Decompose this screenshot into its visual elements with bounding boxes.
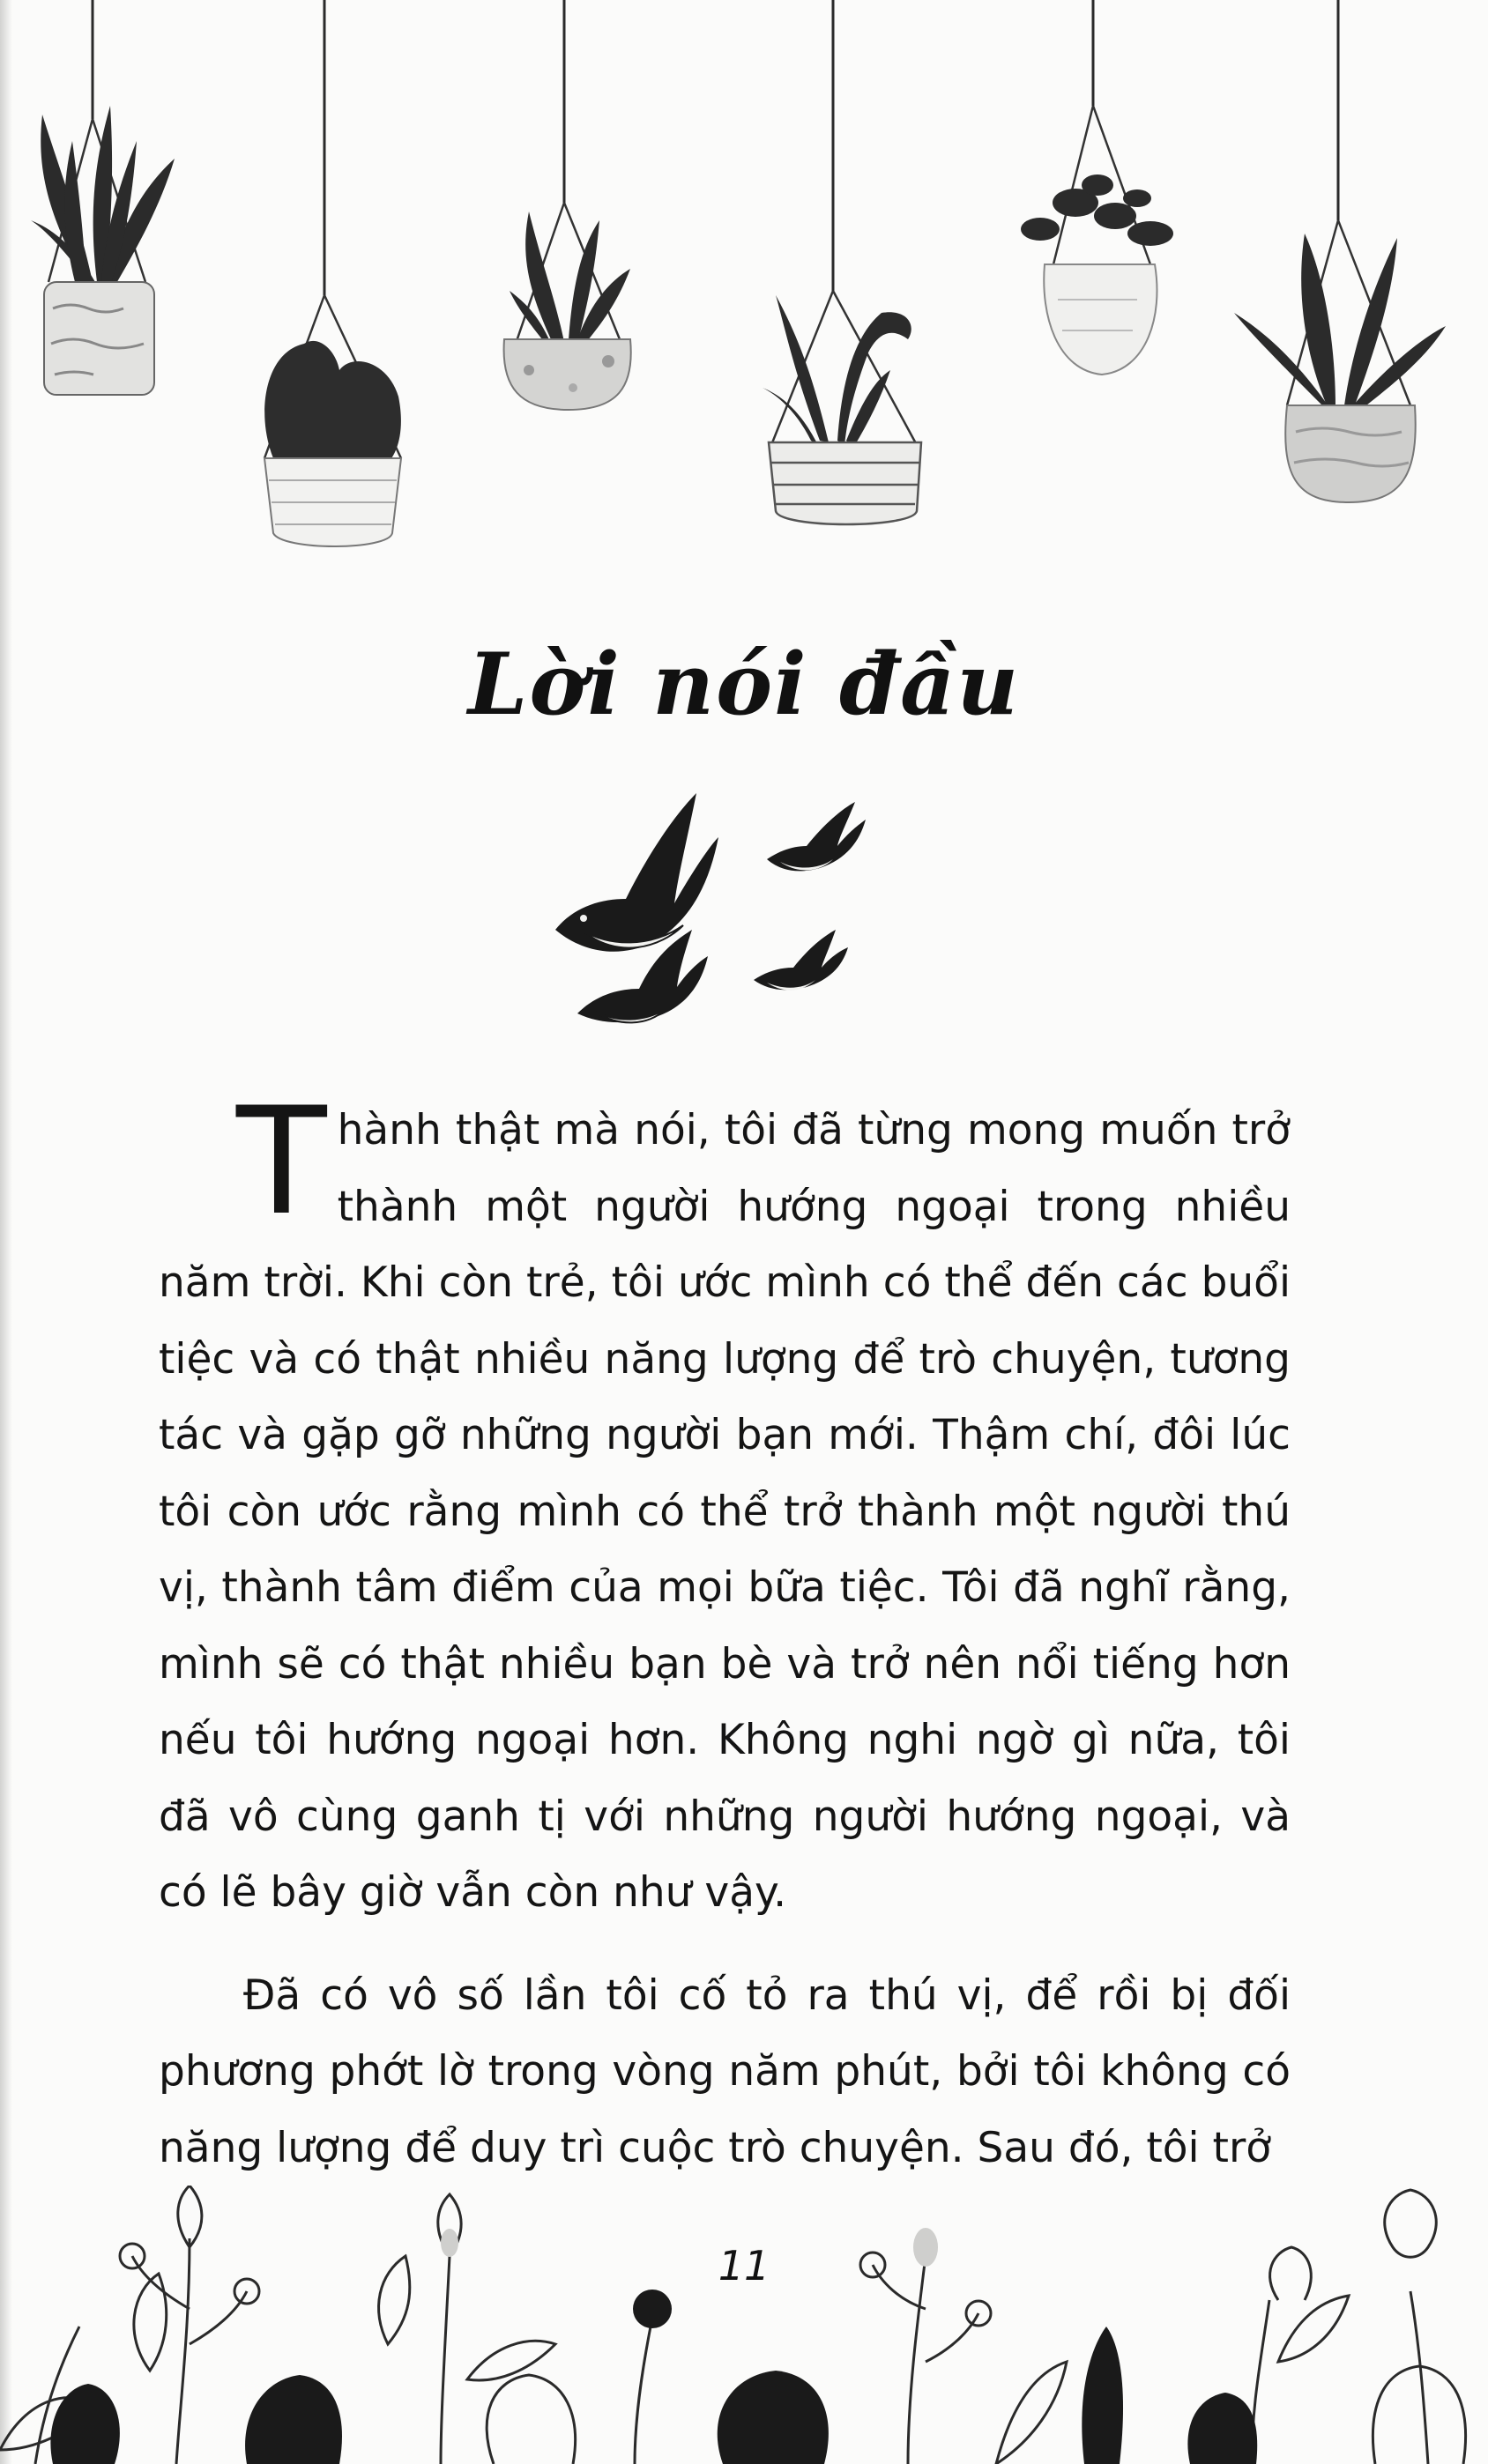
swallow-bird-4 [754,930,848,991]
hanging-plant-5 [1021,106,1173,375]
hanging-plant-1 [31,106,175,395]
swallow-bird-1 [555,793,718,952]
hanging-plant-3 [504,203,631,410]
hanging-plant-6 [1234,220,1446,502]
body-text [159,1075,1291,2186]
hanging-plant-4 [763,291,921,524]
paragraph-2-text: Đã có vô số lần tôi cố tỏ ra thú vị, để rồi bị đối phương phớt lờ trong vòng năm phút, bởi tôi không có năng lượng để duy trì cuộc trò chuyện. Sau đó, tôi trở [159,1970,1291,2172]
hanging-plant-2 [264,295,401,546]
paragraph-1 [159,1075,1291,1932]
wildflowers-illustration [0,2186,1488,2464]
paragraph-2 [159,1958,1291,2187]
swallow-bird-2 [767,802,866,871]
page-title: Lời nói đầu [467,635,1021,734]
paragraph-1-text: hành thật mà nói, tôi đã từng mong muốn trở thành một người hướng ngoại trong nhiều năm trời. Khi còn trẻ, tôi ước mình có thể đến các buổi tiệc và có thật nhiều năng lượng để trò chuyện, tương tác và gặp gỡ những người bạn mới. Thậm chí, đôi lúc tôi còn ước rằng mình có thể trở thành một người thú vị, thành tâm điểm của mọi bữa tiệc. Tôi đã nghĩ rằng, mình sẽ có thật nhiều bạn bè và trở nên nổi tiếng hơn nếu tôi hướng ngoại hơn. Không nghi ngờ gì nữa, tôi đã vô cùng ganh tị với những người hướng ngoại, và có lẽ bây giờ vẫn còn như vậy. [159,1106,1291,1917]
drop-cap: T [236,1075,327,1248]
page-number: 11 [718,2242,770,2290]
hanging-plants-illustration [0,0,1488,582]
swallow-birds-illustration [529,776,899,1040]
